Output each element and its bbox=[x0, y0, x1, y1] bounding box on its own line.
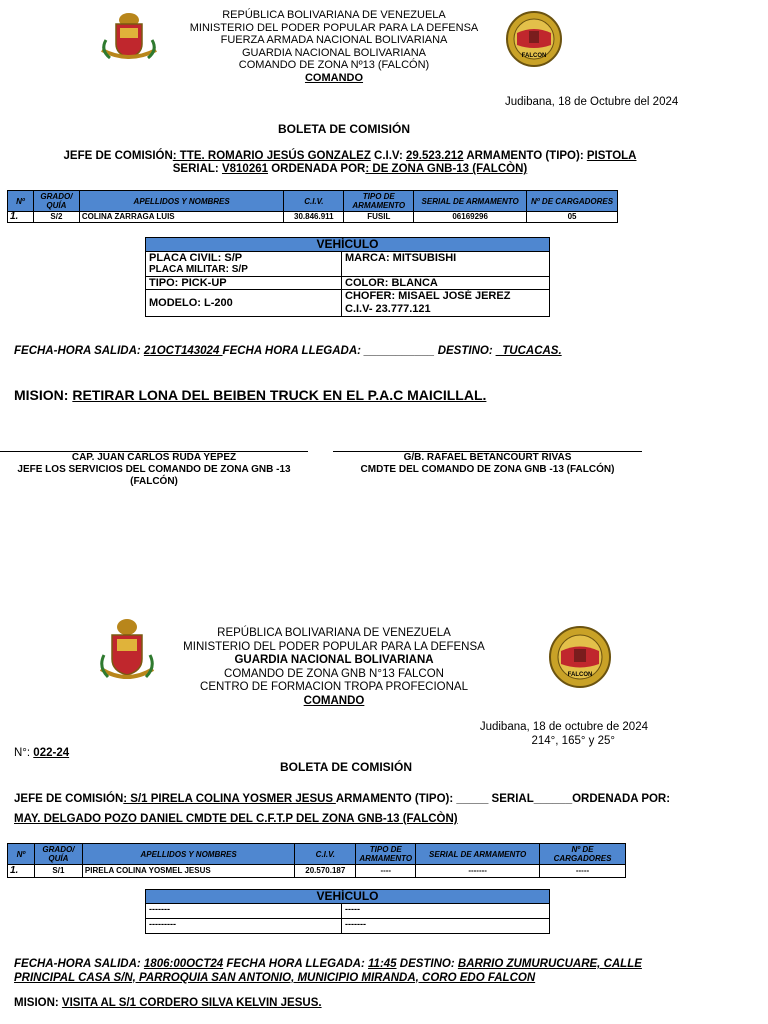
table-cell: COLINA ZARRAGA LUIS bbox=[79, 212, 283, 223]
destino-value: BARRIO ZUMURUCUARE, CALLE bbox=[457, 958, 642, 970]
table-cell: S/1 bbox=[34, 865, 82, 878]
signature-right bbox=[333, 452, 642, 476]
chofer: CHOFER: MISAEL JOSÉ JEREZ bbox=[345, 290, 511, 302]
vehicle-cell: ------- bbox=[342, 919, 550, 934]
table-cell: ---- bbox=[356, 865, 416, 878]
col-header: GRADO/ QUÍA bbox=[33, 191, 79, 212]
mision-label: MISION: bbox=[14, 387, 73, 403]
vehicle-marca: MARCA: MITSUBISHI bbox=[342, 252, 550, 277]
col-header: C.I.V. bbox=[295, 844, 356, 865]
chofer-civ: C.I.V- 23.777.121 bbox=[345, 303, 431, 315]
jefe-label: JEFE DE COMISIÓN bbox=[63, 150, 173, 162]
coordinates: 214°, 165° y 25° bbox=[531, 735, 615, 747]
header-block bbox=[170, 627, 498, 708]
vehicle-chofer-cell bbox=[342, 290, 550, 317]
mision-label: MISION: bbox=[14, 997, 62, 1009]
armamento-value: PISTOLA bbox=[586, 150, 637, 162]
header-line: CENTRO DE FORMACION TROPA PROFECIONAL bbox=[200, 681, 468, 693]
llegada-value: 11:45 bbox=[368, 958, 397, 970]
header-line: REPÚBLICA BOLIVARIANA DE VENEZUELA bbox=[217, 627, 451, 639]
vehicle-cell: --------- bbox=[146, 919, 342, 934]
vehicle-table bbox=[145, 237, 550, 317]
serial-label: SERIAL: bbox=[172, 163, 222, 175]
destino-value-cont: PRINCIPAL CASA S/N, PARROQUIA SAN ANTONIO, MUNICIPIO MIRANDA, CORO EDO FALCON bbox=[14, 971, 536, 984]
table-cell: 1. bbox=[8, 212, 34, 223]
signer-name: CAP. JUAN CARLOS RUDA YEPEZ bbox=[71, 452, 237, 463]
vehicle-color: COLOR: BLANCA bbox=[342, 277, 550, 290]
header-line: MINISTERIO DEL PODER POPULAR PARA LA DEFENSA bbox=[189, 21, 479, 34]
col-header: SERIAL DE ARMAMENTO bbox=[414, 191, 527, 212]
jefe-label: JEFE DE COMISIÓN bbox=[14, 793, 124, 805]
serial-value: V810261 bbox=[221, 163, 269, 175]
salida-label: FECHA-HORA SALIDA: bbox=[14, 345, 144, 357]
ordenada-value: MAY. DELGADO POZO DANIEL CMDTE DEL C.F.T.P DEL ZONA GNB-13 (FALCÒN) bbox=[14, 813, 458, 825]
number-label: N°: bbox=[14, 747, 34, 759]
jefe-value: : S/1 PIRELA COLINA YOSMER JESUS bbox=[123, 793, 336, 805]
vehicle-title: VEHÍCULO bbox=[146, 238, 550, 252]
table-header-row bbox=[8, 844, 626, 865]
table-cell: ------- bbox=[416, 865, 540, 878]
signer-role: (FALCÓN) bbox=[130, 476, 178, 487]
personnel-table bbox=[7, 190, 618, 223]
jefe-comision-line bbox=[14, 789, 714, 829]
jefe-value: : TTE. ROMARIO JESÚS GONZALEZ bbox=[172, 150, 371, 162]
civ-value: 29.523.212 bbox=[406, 150, 464, 162]
armamento-label: ARMAMENTO (TIPO): bbox=[463, 150, 587, 162]
table-cell: 1. bbox=[8, 865, 35, 878]
header-block bbox=[170, 9, 498, 84]
header-line: COMANDO DE ZONA GNB N°13 FALCON bbox=[224, 667, 444, 680]
col-header: TIPO DE ARMAMENTO bbox=[356, 844, 416, 865]
vehicle-cell: ----- bbox=[342, 904, 550, 919]
coat-of-arms-emblem bbox=[98, 10, 160, 64]
vehicle-placa-cell bbox=[146, 252, 342, 277]
jefe-comision-line bbox=[0, 150, 700, 176]
signer-role: CMDTE DEL COMANDO DE ZONA GNB -13 (FALCÓN) bbox=[360, 464, 615, 475]
date: Judibana, 18 de Octubre del 2024 bbox=[505, 96, 679, 108]
seal-label: FALCON bbox=[567, 672, 593, 678]
col-header: Nº bbox=[8, 191, 34, 212]
fecha-salida-line bbox=[14, 958, 714, 985]
signer-name: G/B. RAFAEL BETANCOURT RIVAS bbox=[403, 452, 572, 463]
table-cell: FUSIL bbox=[344, 212, 414, 223]
header-line: COMANDO DE ZONA Nº13 (FALCÓN) bbox=[238, 59, 430, 71]
civ-label: C.I.V: bbox=[370, 150, 406, 162]
col-header: SERIAL DE ARMAMENTO bbox=[416, 844, 540, 865]
col-header: APELLIDOS Y NOMBRES bbox=[79, 191, 283, 212]
col-header: C.I.V. bbox=[284, 191, 344, 212]
mision-line bbox=[14, 387, 486, 403]
table-row bbox=[8, 865, 626, 878]
header-line-comando: COMANDO bbox=[303, 694, 365, 707]
vehicle-title: VEHÍCULO bbox=[146, 890, 550, 904]
table-cell: PIRELA COLINA YOSMEL JESUS bbox=[82, 865, 294, 878]
document-number bbox=[14, 747, 69, 759]
personnel-table bbox=[7, 843, 626, 878]
header-line: REPÚBLICA BOLIVARIANA DE VENEZUELA bbox=[222, 9, 446, 21]
seal-label: FALCON bbox=[521, 53, 547, 59]
header-line: MINISTERIO DEL PODER POPULAR PARA LA DEFENSA bbox=[183, 640, 485, 653]
table-row bbox=[8, 212, 618, 223]
signature-left bbox=[0, 452, 308, 488]
number-value: 022-24 bbox=[33, 747, 70, 759]
table-cell: S/2 bbox=[33, 212, 79, 223]
col-header: Nº DE CARGADORES bbox=[527, 191, 618, 212]
placa-militar: PLACA MILITAR: S/P bbox=[149, 264, 248, 275]
coat-of-arms-emblem bbox=[98, 617, 156, 687]
col-header: GRADO/ QUÍA bbox=[34, 844, 82, 865]
document-title: BOLETA DE COMISIÓN bbox=[280, 760, 412, 774]
header-line-comando: COMANDO bbox=[304, 71, 364, 84]
header-line: GUARDIA NACIONAL BOLIVARIANA bbox=[242, 46, 426, 59]
falcon-seal-emblem bbox=[505, 9, 563, 69]
col-header: TIPO DE ARMAMENTO bbox=[344, 191, 414, 212]
signer-role: JEFE LOS SERVICIOS DEL COMANDO DE ZONA GNB -13 bbox=[17, 464, 291, 475]
vehicle-table bbox=[145, 889, 550, 934]
destino-label: DESTINO: bbox=[396, 958, 458, 970]
ordenada-label: ORDENADA POR bbox=[268, 163, 366, 175]
table-cell: 05 bbox=[527, 212, 618, 223]
salida-value: 1806:00OCT24 bbox=[143, 958, 224, 970]
col-header: Nº bbox=[8, 844, 35, 865]
date: Judibana, 18 de octubre de 2024 bbox=[479, 721, 648, 733]
table-cell: ----- bbox=[540, 865, 626, 878]
table-header-row bbox=[8, 191, 618, 212]
placa-civil: PLACA CIVIL: S/P bbox=[149, 252, 243, 264]
header-line: FUERZA ARMADA NACIONAL BOLIVARIANA bbox=[220, 34, 448, 46]
salida-value: 21OCT143024 bbox=[143, 345, 223, 357]
vehicle-tipo: TIPO: PICK-UP bbox=[146, 277, 342, 290]
destino-value: _TUCACAS. bbox=[495, 345, 562, 357]
table-cell: 06169296 bbox=[414, 212, 527, 223]
mision-line bbox=[14, 997, 322, 1009]
vehicle-modelo: MODELO: L-200 bbox=[146, 290, 342, 317]
mision-value: RETIRAR LONA DEL BEIBEN TRUCK EN EL P.A.C MAICILLAL. bbox=[72, 387, 487, 403]
document-title: BOLETA DE COMISIÓN bbox=[278, 122, 410, 136]
llegada-label: FECHA HORA LLEGADA: ___________ DESTINO: bbox=[222, 345, 496, 357]
falcon-seal-emblem bbox=[548, 625, 612, 689]
col-header: Nº DE CARGADORES bbox=[540, 844, 626, 865]
table-cell: 20.570.187 bbox=[295, 865, 356, 878]
fecha-salida-line bbox=[14, 345, 562, 357]
header-line-gnb: GUARDIA NACIONAL BOLIVARIANA bbox=[234, 654, 434, 666]
jefe-rest: ARMAMENTO (TIPO): _____ SERIAL______ORDENADA POR: bbox=[335, 793, 671, 805]
llegada-label: FECHA HORA LLEGADA: bbox=[223, 958, 368, 970]
vehicle-cell: ------- bbox=[146, 904, 342, 919]
ordenada-value: : DE ZONA GNB-13 (FALCÒN) bbox=[365, 163, 528, 175]
salida-label: FECHA-HORA SALIDA: bbox=[14, 958, 144, 970]
date-block bbox=[452, 720, 648, 748]
col-header: APELLIDOS Y NOMBRES bbox=[82, 844, 294, 865]
mision-value: VISITA AL S/1 CORDERO SILVA KELVIN JESUS. bbox=[61, 997, 322, 1009]
table-cell: 30.846.911 bbox=[284, 212, 344, 223]
